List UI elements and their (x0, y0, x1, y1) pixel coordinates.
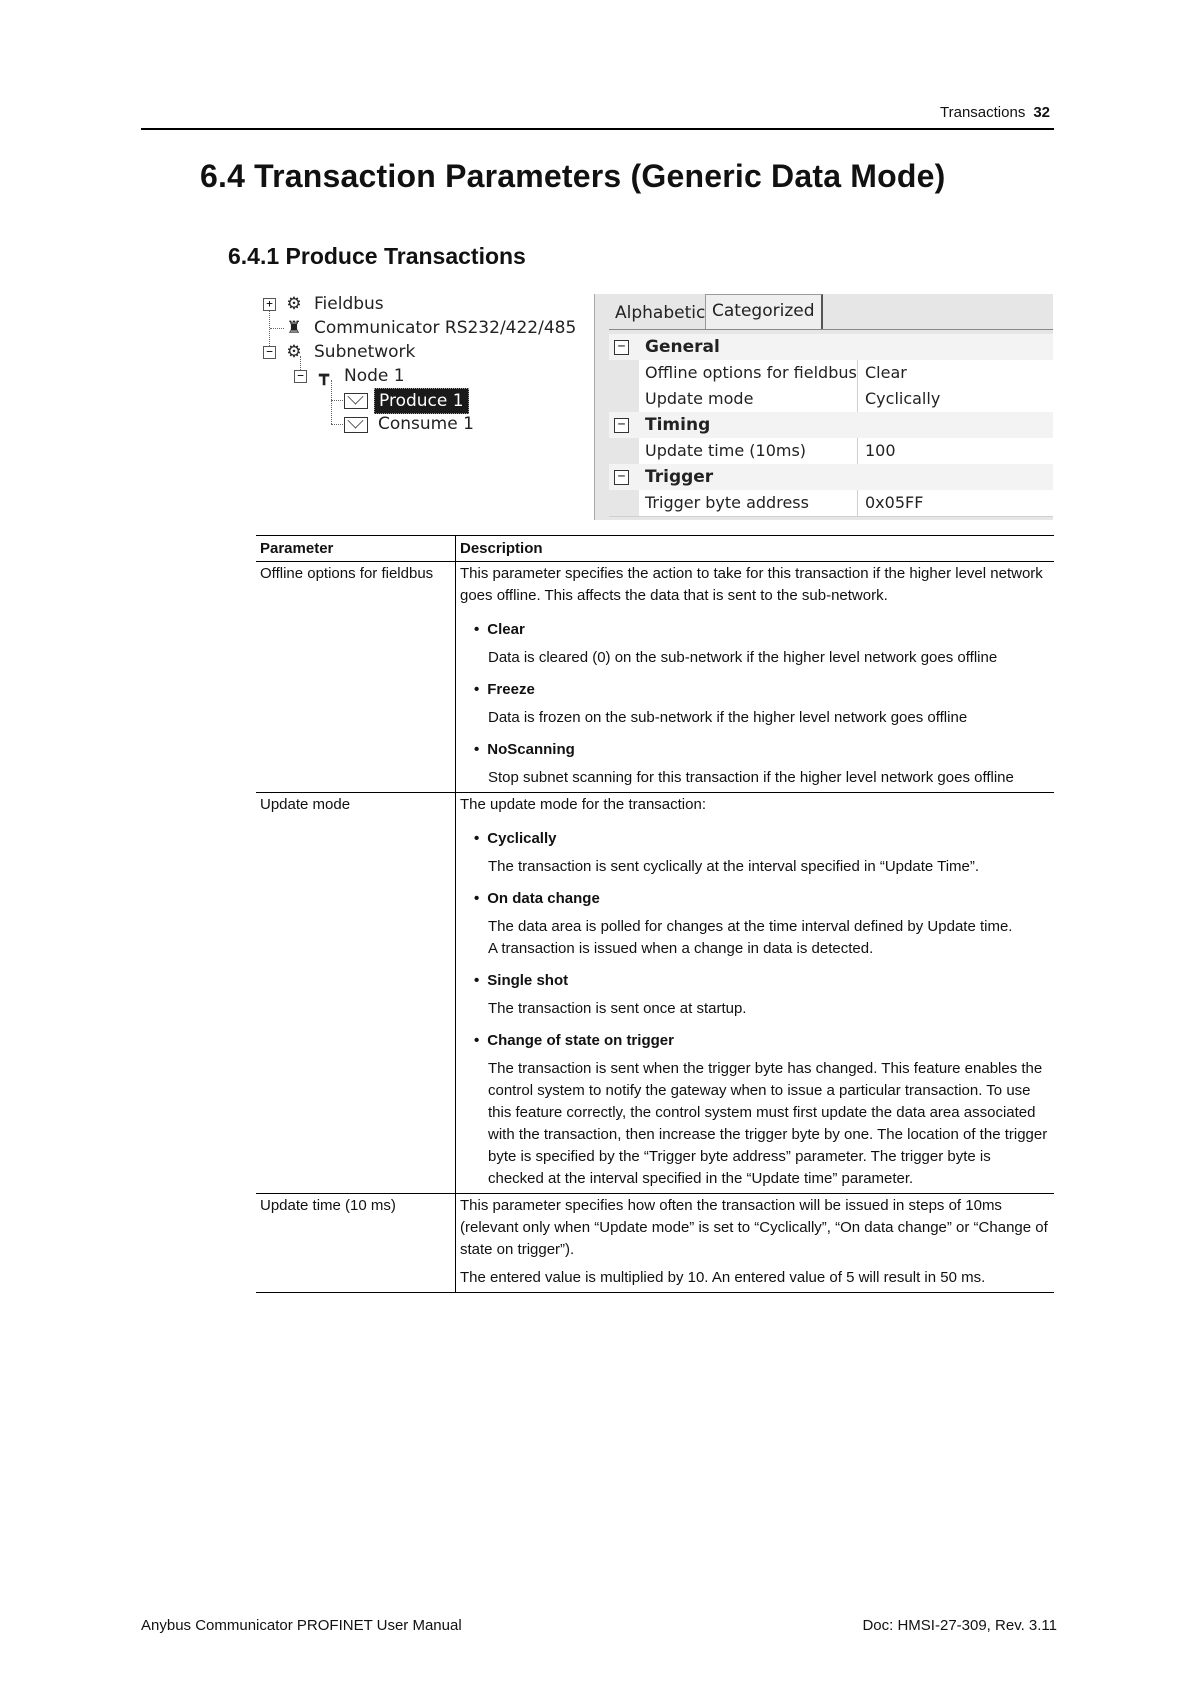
tree-item-subnetwork[interactable] (258, 340, 558, 364)
category-timing[interactable] (609, 412, 1053, 439)
property-update-time[interactable] (609, 438, 1053, 465)
description-text: This parameter specifies how often the transaction will be issued in steps of 10ms (relevant only when “Update mode” is set to “Cyclically”, “On data change” or “Change of state on trigger”). (460, 1197, 1048, 1258)
tab-alphabetic[interactable]: Alphabetic (615, 303, 706, 323)
option-description: The transaction is sent once at startup. (488, 1000, 747, 1017)
collapse-icon[interactable]: − (614, 340, 629, 355)
tab-categorized[interactable]: Categorized (705, 294, 823, 329)
tree-item-node[interactable] (288, 364, 548, 388)
page-number: 32 (1033, 104, 1050, 121)
subsection-title: 6.4.1 Produce Transactions (228, 243, 526, 269)
option-description: Data is cleared (0) on the sub-network if the higher level network goes offline (488, 649, 998, 666)
collapse-icon[interactable]: − (294, 370, 307, 383)
table-header-row (256, 536, 1054, 562)
property-value[interactable]: Cyclically (865, 389, 941, 408)
footer-right: Doc: HMSI-27-309, Rev. 3.11 (862, 1617, 1057, 1634)
description-text: The update mode for the transaction: (460, 796, 706, 813)
property-name: Update time (10ms) (645, 438, 858, 464)
envelope-icon (344, 393, 368, 409)
option-description: The transaction is sent cyclically at the interval specified in “Update Time”. (488, 858, 980, 875)
tree-label: Communicator RS232/422/485 (314, 318, 577, 338)
property-update-mode[interactable] (609, 386, 1053, 413)
option-item (474, 828, 1050, 878)
option-description: The transaction is sent when the trigger byte has changed. This feature enables the control system to notify the gateway when to issue a particular transaction. To use this feature correctly, the control system must first update the data area associated with the transaction, then increase the trigger byte by one. The location of the trigger byte is specified by the “Trigger byte address” parameter. The trigger byte is checked at the interval specified in the “Update time” parameter. (488, 1060, 1048, 1187)
option-description: Stop subnet scanning for this transaction if the higher level network goes offline (488, 769, 1014, 786)
category-general[interactable] (609, 334, 1053, 361)
property-value[interactable]: Clear (865, 363, 907, 382)
tree-label: Consume 1 (378, 414, 474, 434)
page-header (141, 100, 1054, 130)
parameter-cell: Update time (10 ms) (256, 1194, 456, 1293)
option-item (474, 619, 1050, 669)
expand-icon[interactable]: + (263, 298, 276, 311)
tree-label: Produce 1 (374, 388, 469, 414)
envelope-icon (344, 417, 368, 433)
tree-label: Subnetwork (314, 342, 416, 362)
option-title: • Cyclically (474, 828, 1050, 850)
tree-connector (331, 400, 343, 401)
column-header-parameter: Parameter (256, 536, 456, 562)
description-cell (456, 793, 1055, 1194)
parameter-table (256, 535, 1054, 1293)
gutter (609, 360, 639, 386)
footer-left: Anybus Communicator PROFINET User Manual (141, 1617, 462, 1634)
header-text (940, 104, 1050, 121)
property-name: Update mode (645, 386, 858, 412)
property-name: Trigger byte address (645, 490, 858, 516)
gutter (609, 386, 639, 412)
description-cell (456, 562, 1055, 793)
tree-connector (270, 328, 284, 329)
table-row (256, 562, 1054, 793)
communicator-icon: ♜ (286, 318, 302, 338)
option-item (474, 1030, 1050, 1190)
option-description: A transaction is issued when a change in data is detected. (488, 940, 874, 957)
tree-item-communicator[interactable] (258, 316, 578, 340)
collapse-icon[interactable]: − (614, 418, 629, 433)
table-row (256, 1194, 1054, 1293)
parameter-cell: Offline options for fieldbus (256, 562, 456, 793)
tree-view (258, 292, 578, 452)
option-description: Data is frozen on the sub-network if the higher level network goes offline (488, 709, 968, 726)
option-title: • Single shot (474, 970, 1050, 992)
section-title: 6.4 Transaction Parameters (Generic Data Mode) (200, 158, 946, 194)
option-title: • NoScanning (474, 739, 1050, 761)
collapse-icon[interactable]: − (614, 470, 629, 485)
tree-label: Node 1 (344, 366, 405, 386)
property-value[interactable]: 100 (865, 441, 896, 460)
category-label: Trigger (645, 467, 714, 487)
tree-item-fieldbus[interactable] (258, 292, 558, 316)
property-trigger-byte-address[interactable] (609, 490, 1053, 517)
node-icon: ┳ (318, 366, 330, 386)
fieldbus-icon: ⚙ (286, 294, 302, 314)
gutter (609, 438, 639, 464)
category-trigger[interactable] (609, 464, 1053, 491)
tree-item-produce[interactable] (318, 388, 538, 412)
tree-connector (331, 424, 343, 425)
parameter-cell: Update mode (256, 793, 456, 1194)
option-title: • Clear (474, 619, 1050, 641)
property-name: Offline options for fieldbus (645, 360, 858, 386)
option-title: • On data change (474, 888, 1050, 910)
option-item (474, 970, 1050, 1020)
description-text: The entered value is multiplied by 10. An entered value of 5 will result in 50 ms. (460, 1269, 986, 1286)
tree-label: Fieldbus (314, 294, 384, 314)
collapse-icon[interactable]: − (263, 346, 276, 359)
option-title: • Change of state on trigger (474, 1030, 1050, 1052)
header-section: Transactions (940, 104, 1026, 121)
column-header-description: Description (456, 536, 1055, 562)
subnetwork-icon: ⚙ (286, 342, 302, 362)
category-label: Timing (645, 415, 711, 435)
description-text: This parameter specifies the action to take for this transaction if the higher level network goes offline. This affects the data that is sent to the sub-network. (460, 565, 1043, 604)
option-item (474, 739, 1050, 789)
divider (609, 329, 1053, 330)
property-value[interactable]: 0x05FF (865, 493, 924, 512)
tree-item-consume[interactable] (318, 412, 538, 436)
option-description: The data area is polled for changes at the time interval defined by Update time. (488, 918, 1013, 935)
category-label: General (645, 337, 720, 357)
table-row (256, 793, 1054, 1194)
option-title: • Freeze (474, 679, 1050, 701)
description-cell (456, 1194, 1055, 1293)
property-grid (594, 294, 1053, 520)
gutter (609, 490, 639, 516)
property-offline-options[interactable] (609, 360, 1053, 387)
option-item (474, 679, 1050, 729)
option-item (474, 888, 1050, 960)
